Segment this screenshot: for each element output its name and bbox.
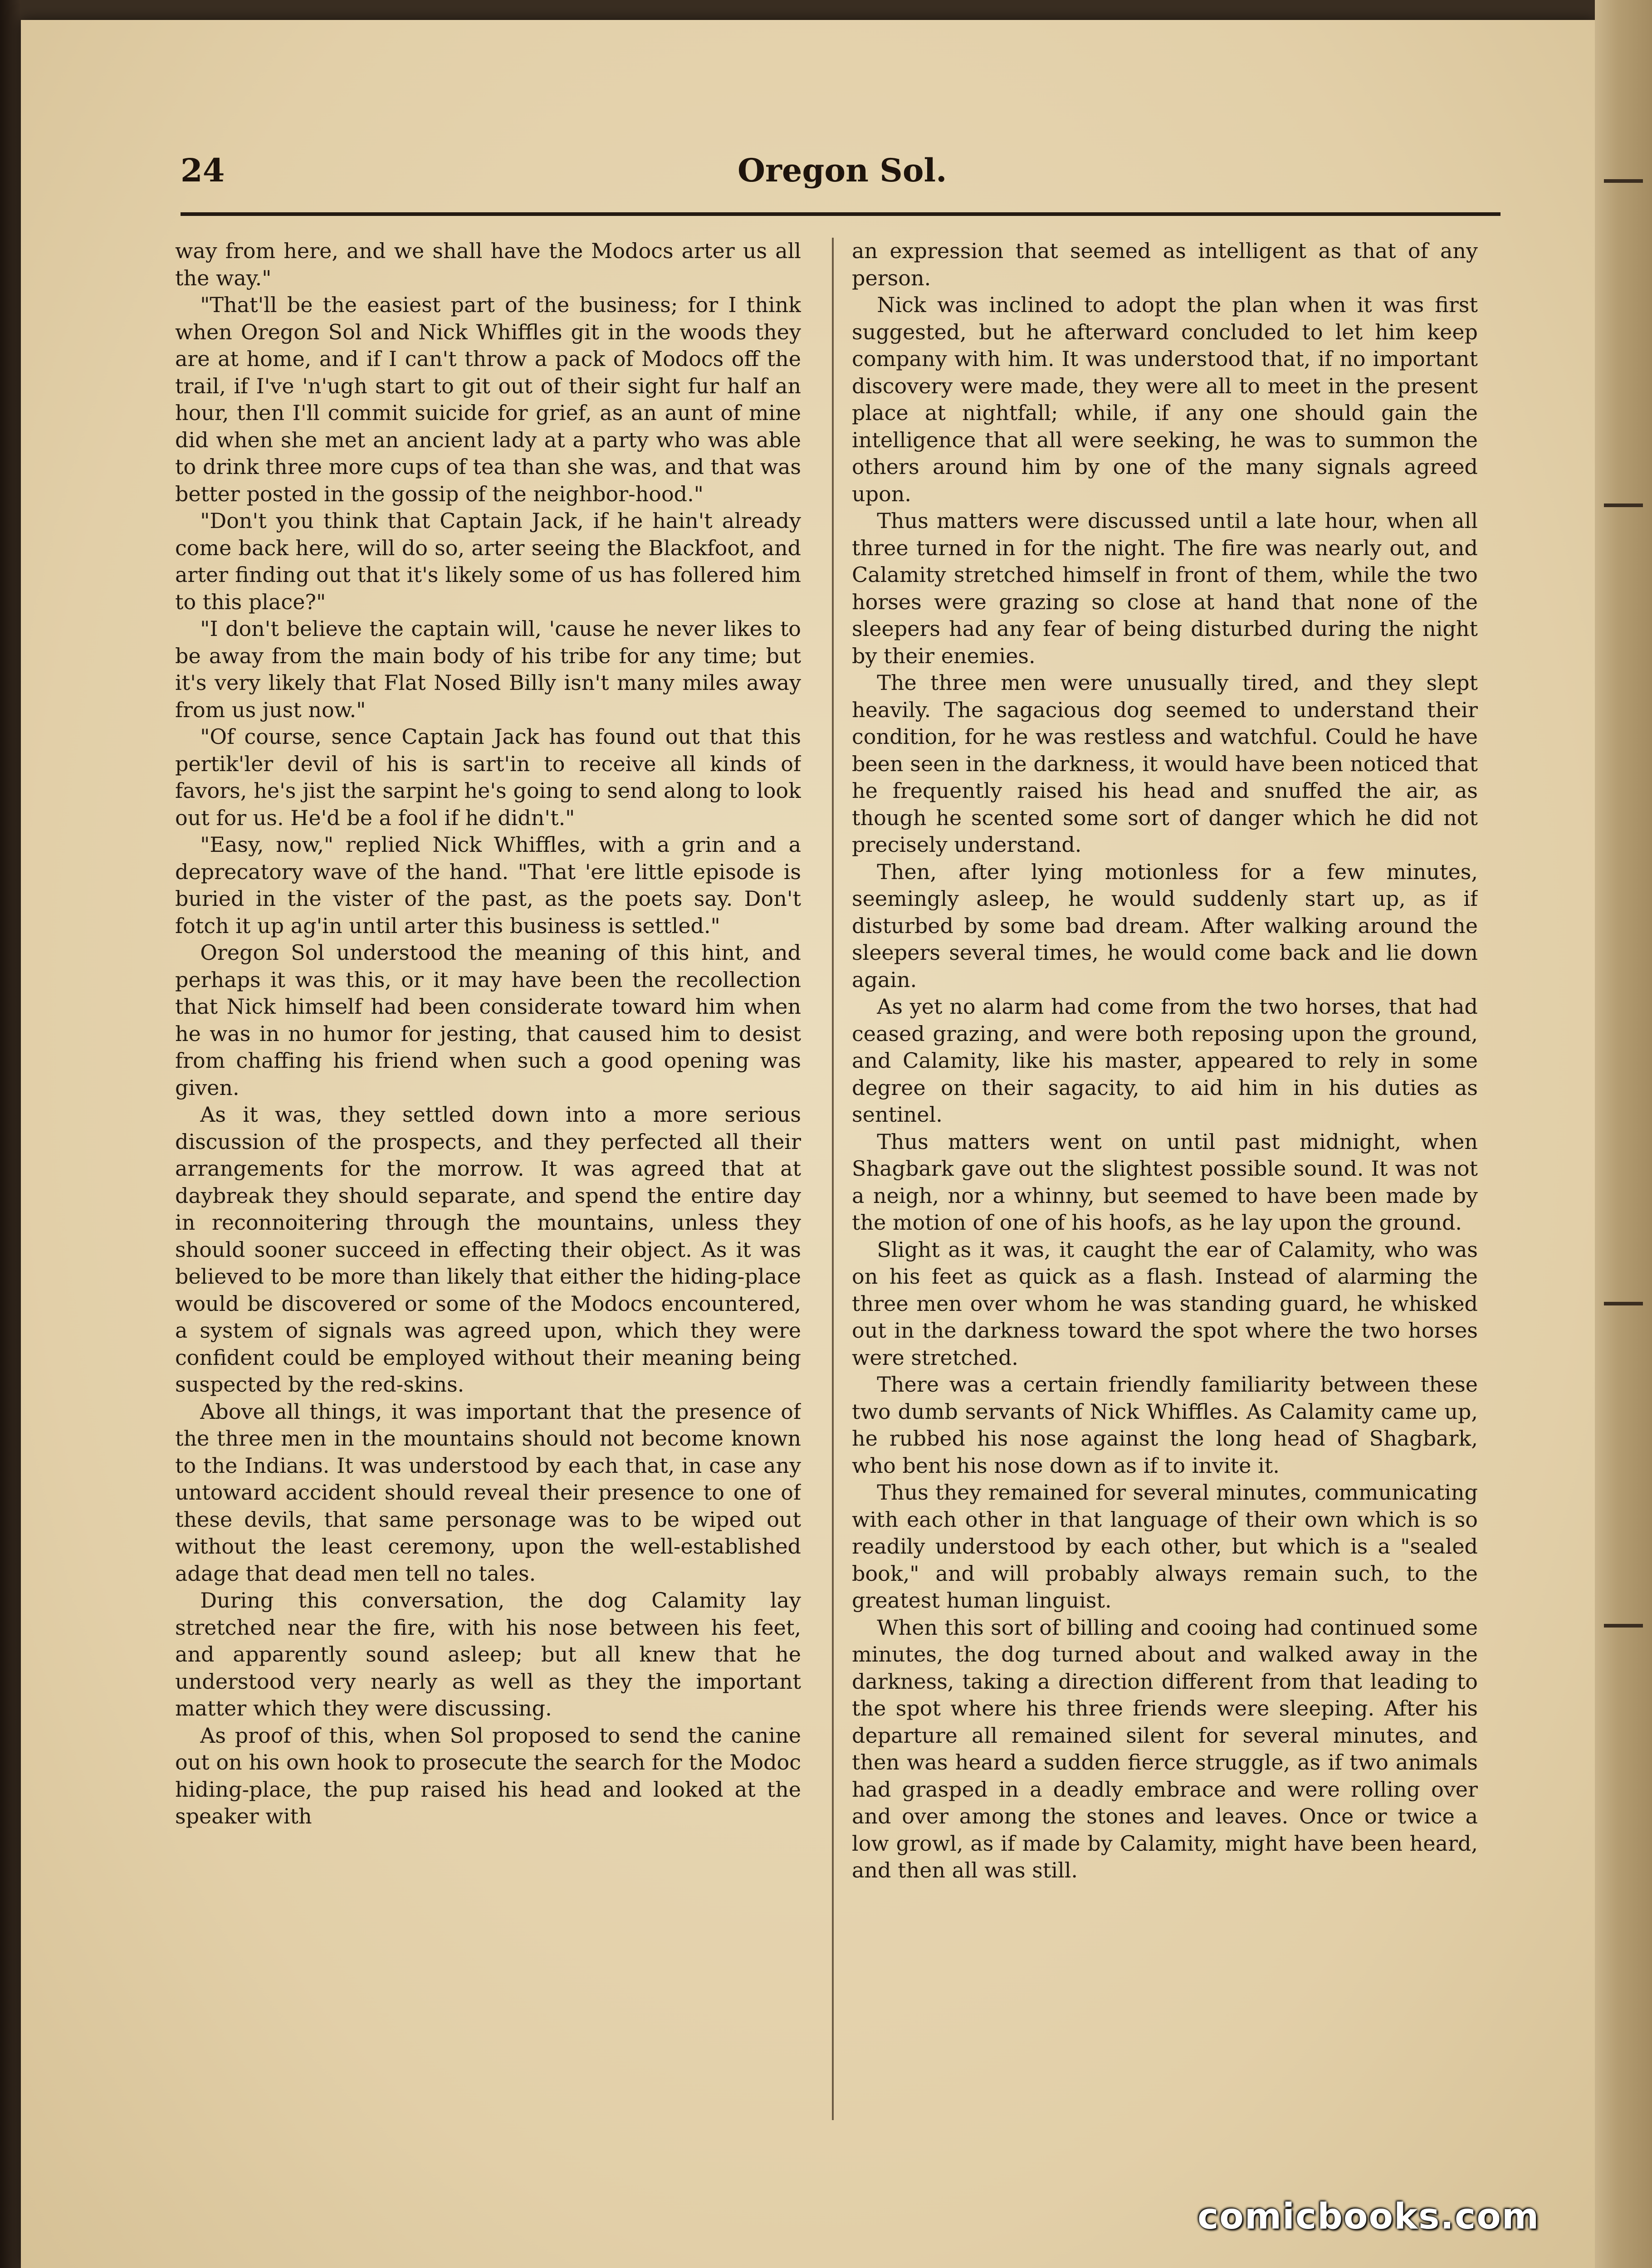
text-column-left (175, 238, 801, 2165)
page-left-edge (0, 0, 21, 2268)
edge-tick (1604, 179, 1643, 183)
paragraph: "Of course, sence Captain Jack has found out that this pertik'ler devil of his is sart'in to receive all kinds of favors, he's jist the sarpint he's going to send along to look out for us. He'd be a fool if he didn't." (175, 724, 801, 830)
paragraph: "Easy, now," replied Nick Whiffles, with a grin and a deprecatory wave of the hand. "That 'ere little episode is buried in the vister of the past, as the poets say. Don't fotch it up ag'in until arter this business is settled." (175, 832, 801, 938)
paragraph: As yet no alarm had come from the two horses, that had ceased grazing, and were both reposing upon the ground, and Calamity, like his master, appeared to rely in some degree on their sagacity, to aid him in his duties as sentinel. (852, 994, 1478, 1127)
column-divider (832, 238, 834, 2120)
magazine-page (21, 20, 1595, 2268)
paragraph: During this conversation, the dog Calamity lay stretched near the fire, with his nose between his feet, and apparently sound asleep; but all knew that he understood very nearly as well as they the important matter which they were discussing. (175, 1588, 801, 1721)
paragraph: Nick was inclined to adopt the plan when it was first suggested, but he afterward concluded to let him keep company with him. It was understood that, if no important discovery were made, they were all to meet in the present place at nightfall; while, if any one should gain the intelligence that all were seeking, he was to summon the others around him by one of the many signals agreed upon. (852, 293, 1478, 506)
paragraph: Slight as it was, it caught the ear of Calamity, who was on his feet as quick as a flash. Instead of alarming the three men over whom he was standing guard, he whisked out in the darkness toward the spot where the two horses were stretched. (852, 1237, 1478, 1370)
running-title: Oregon Sol. (738, 152, 947, 189)
header-rule (181, 212, 1500, 216)
watermark: comicbooks.com (1197, 2196, 1540, 2237)
paragraph: "I don't believe the captain will, 'cause he never likes to be away from the main body of his tribe for any time; but it's very likely that Flat Nosed Billy isn't many miles away from us just now." (175, 616, 801, 722)
edge-tick (1604, 1302, 1643, 1305)
paragraph: Thus matters were discussed until a late hour, when all three turned in for the night. The fire was nearly out, and Calamity stretched himself in front of them, while the two horses were grazing so close at hand that none of the sleepers had any fear of being disturbed during the night by their enemies. (852, 508, 1478, 668)
paragraph: "Don't you think that Captain Jack, if he hain't already come back here, will do so, arter seeing the Blackfoot, and arter finding out that it's likely some of us has follered him to this place?" (175, 508, 801, 614)
paragraph: As it was, they settled down into a more serious discussion of the prospects, and they perfected all their arrangements for the morrow. It was agreed that at daybreak they should separate, and spend the entire day in reconnoitering through the mountains, unless they should sooner succeed in effecting their object. As it was believed to be more than likely that either the hiding-place would be discovered or some of the Modocs encountered, a system of signals was agreed upon, which they were confident could be employed without their meaning being suspected by the red-skins. (175, 1102, 801, 1397)
paragraph: The three men were unusually tired, and they slept heavily. The sagacious dog seemed to understand their condition, for he was restless and watchful. Could he have been seen in the darkness, it would have been noticed that he frequently raised his head and snuffed the air, as though he scented some sort of danger which he did not precisely understand. (852, 670, 1478, 857)
paragraph: Thus they remained for several minutes, communicating with each other in that language of their own which is so readily understood by each other, but which is a "sealed book," and will probably always remain such, to the greatest human linguist. (852, 1480, 1478, 1613)
paragraph: Then, after lying motionless for a few minutes, seemingly asleep, he would suddenly start up, as if disturbed by some bad dream. After walking around the sleepers several times, he would come back and lie down again. (852, 859, 1478, 992)
text-column-right (852, 238, 1478, 2165)
page-header (21, 142, 1595, 210)
edge-tick (1604, 1624, 1643, 1628)
paragraph: There was a certain friendly familiarity between these two dumb servants of Nick Whiffles. As Calamity came up, he rubbed his nose against the long head of Shagbark, who bent his nose down as if to invite it. (852, 1372, 1478, 1478)
page-right-edge (1595, 0, 1652, 2268)
paragraph: Above all things, it was important that the presence of the three men in the mountains should not become known to the Indians. It was understood by each that, in case any untoward accident should reveal their presence to one of these devils, that same personage was to be wiped out without the least ceremony, upon the well-established adage that dead men tell no tales. (175, 1399, 801, 1586)
edge-tick (1604, 503, 1643, 507)
page-number: 24 (181, 152, 225, 189)
paragraph: "That'll be the easiest part of the business; for I think when Oregon Sol and Nick Whiffles git in the woods they are at home, and if I can't throw a pack of Modocs off the trail, if I've 'n'ugh start to git out of their sight fur half an hour, then I'll commit suicide for grief, as an aunt of mine did when she met an ancient lady at a party who was able to drink three more cups of tea than she was, and that was better posted in the gossip of the neighbor-hood." (175, 293, 801, 506)
paragraph: Thus matters went on until past midnight, when Shagbark gave out the slightest possible sound. It was not a neigh, nor a whinny, but seemed to have been made by the motion of one of his hoofs, as he lay upon the ground. (852, 1129, 1478, 1235)
paragraph: As proof of this, when Sol proposed to send the canine out on his own hook to prosecute the search for the Modoc hiding-place, the pup raised his head and looked at the speaker with (175, 1723, 801, 1828)
paragraph: an expression that seemed as intelligent as that of any person. (852, 239, 1478, 290)
paragraph: way from here, and we shall have the Modocs arter us all the way." (175, 239, 801, 290)
paragraph: When this sort of billing and cooing had continued some minutes, the dog turned about and walked away in the darkness, taking a direction different from that leading to the spot where his three friends were sleeping. After his departure all remained silent for several minutes, and then was heard a sudden fierce struggle, as if two animals had grasped in a deadly embrace and were rolling over and over among the stones and leaves. Once or twice a low growl, as if made by Calamity, might have been heard, and then all was still. (852, 1615, 1478, 1882)
paragraph: Oregon Sol understood the meaning of this hint, and perhaps it was this, or it may have been the recollection that Nick himself had been considerate toward him when he was in no humor for jesting, that caused him to desist from chaffing his friend when such a good opening was given. (175, 940, 801, 1100)
